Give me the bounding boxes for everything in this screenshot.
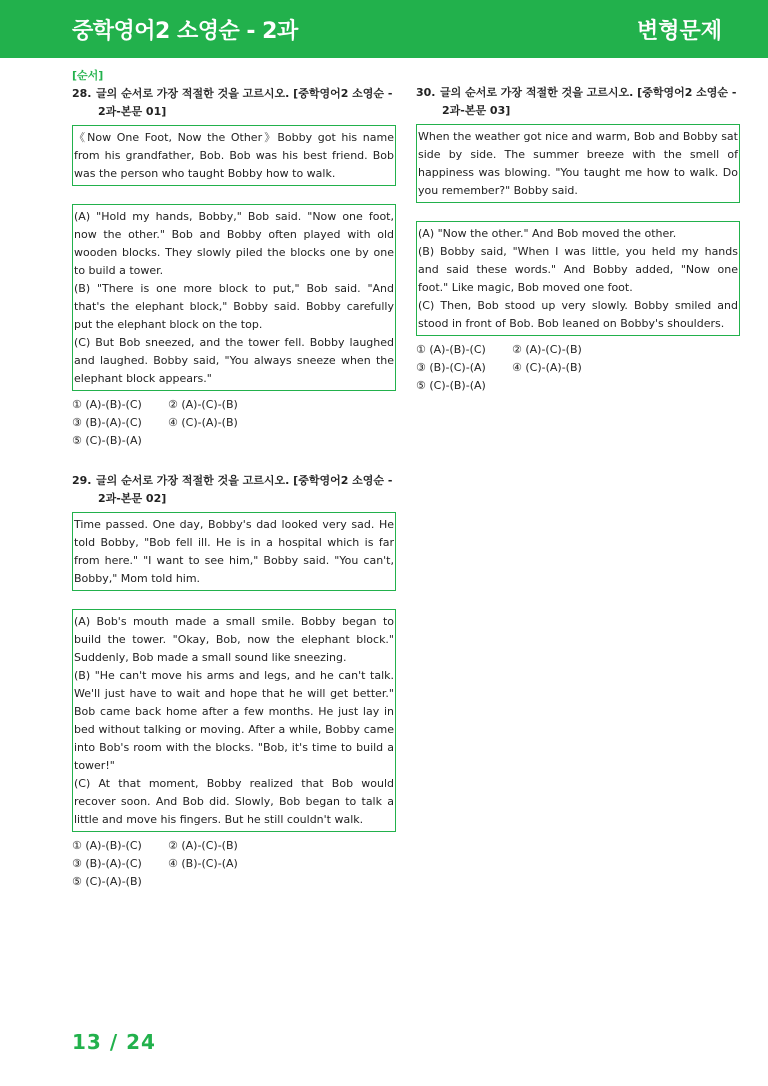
choice-1[interactable]: ① (A)-(B)-(C) — [72, 839, 142, 852]
question-number: 29. — [72, 474, 92, 487]
question-28-choices — [72, 396, 396, 450]
question-29-intro-box — [72, 512, 396, 591]
question-30-prompt — [416, 84, 740, 120]
option-b: (B) Bobby said, "When I was little, you held my hands and said these words." And Bobby added, "Now one foot." Like magic, Bob moved one foot. — [418, 245, 738, 294]
page-separator: / — [109, 1030, 119, 1054]
option-b: (B) "There is one more block to put," Bob said. "And that's the elephant block," Bobby said. Bobby carefully put the elephant block on the top. — [74, 282, 394, 331]
choice-1[interactable]: ① (A)-(B)-(C) — [416, 343, 486, 356]
section-label: [순서] — [72, 69, 104, 82]
question-29-choices — [72, 837, 396, 891]
header-title: 중학영어2 소영순 - 2과 — [72, 19, 298, 44]
choice-2[interactable]: ② (A)-(C)-(B) — [512, 343, 582, 356]
left-column — [72, 64, 396, 913]
option-a: (A) Bob's mouth made a small smile. Bobby began to build the tower. "Okay, Bob, now the elephant block." Suddenly, Bob made a small sound like sneezing. — [74, 615, 394, 664]
choice-4[interactable]: ④ (C)-(A)-(B) — [512, 361, 582, 374]
question-number: 28. — [72, 87, 92, 100]
total-pages: 24 — [126, 1030, 156, 1054]
question-prompt-cont: 2과-본문 02] — [98, 492, 167, 505]
option-c: (C) But Bob sneezed, and the tower fell. Bobby laughed and laughed. Bobby said, "You always sneeze when the elephant block appears." — [74, 336, 394, 385]
choice-4[interactable]: ④ (B)-(C)-(A) — [168, 857, 238, 870]
question-29-prompt — [72, 472, 396, 508]
option-c: (C) At that moment, Bobby realized that Bob would recover soon. And Bob did. Slowly, Bob began to talk a little and move his fingers. But he still couldn't walk. — [74, 777, 394, 826]
choice-3[interactable]: ③ (B)-(A)-(C) — [72, 857, 142, 870]
choice-2[interactable]: ② (A)-(C)-(B) — [168, 398, 238, 411]
page-number — [72, 1030, 156, 1054]
page-header — [0, 0, 768, 58]
question-prompt-cont: 2과-본문 03] — [442, 104, 511, 117]
choice-3[interactable]: ③ (B)-(C)-(A) — [416, 361, 486, 374]
intro-text: Time passed. One day, Bobby's dad looked very sad. He told Bobby, "Bob fell ill. He is in a hospital which is far from here." "I want to see him," Bobby said. "You can't, Bobby," Mom told him. — [74, 518, 394, 585]
option-c: (C) Then, Bob stood up very slowly. Bobby smiled and stood in front of Bob. Bob leaned on Bobby's shoulders. — [418, 299, 738, 330]
choice-5[interactable]: ⑤ (C)-(B)-(A) — [72, 434, 142, 447]
question-prompt-cont: 2과-본문 01] — [98, 105, 167, 118]
intro-text: When the weather got nice and warm, Bob and Bobby sat side by side. The summer breeze with the smell of happiness was blowing. "You taught me how to walk. Do you remember?" Bobby said. — [418, 130, 738, 197]
intro-text: 《Now One Foot, Now the Other》Bobby got his name from his grandfather, Bob. Bob was his best friend. Bob was the person who taught Bobby how to walk. — [74, 131, 394, 180]
option-b: (B) "He can't move his arms and legs, and he can't talk. We'll just have to wait and hope that he will get better." Bob came back home after a few months. He just lay in bed without talking or moving. After a while, Bobby came into Bob's room with the blocks. "Bob, it's time to build a tower!" — [74, 669, 394, 772]
header-category: 변형문제 — [636, 19, 722, 44]
choice-2[interactable]: ② (A)-(C)-(B) — [168, 839, 238, 852]
question-30-choices — [416, 341, 740, 395]
question-28-prompt — [72, 85, 396, 121]
question-prompt: 글의 순서로 가장 적절한 것을 고르시오. [중학영어2 소영순 - — [440, 86, 737, 99]
choice-5[interactable]: ⑤ (C)-(B)-(A) — [416, 379, 486, 392]
question-number: 30. — [416, 86, 436, 99]
question-28-intro-box — [72, 125, 396, 186]
question-prompt: 글의 순서로 가장 적절한 것을 고르시오. [중학영어2 소영순 - — [96, 474, 393, 487]
question-29-options-box — [72, 609, 396, 832]
question-30-intro-box — [416, 124, 740, 203]
option-a: (A) "Now the other." And Bob moved the other. — [418, 227, 677, 240]
choice-5[interactable]: ⑤ (C)-(A)-(B) — [72, 875, 142, 888]
current-page: 13 — [72, 1030, 102, 1054]
question-30-options-box — [416, 221, 740, 336]
choice-1[interactable]: ① (A)-(B)-(C) — [72, 398, 142, 411]
question-28-options-box — [72, 204, 396, 391]
question-prompt: 글의 순서로 가장 적절한 것을 고르시오. [중학영어2 소영순 - — [96, 87, 393, 100]
right-column — [416, 84, 740, 417]
choice-3[interactable]: ③ (B)-(A)-(C) — [72, 416, 142, 429]
option-a: (A) "Hold my hands, Bobby," Bob said. "Now one foot, now the other." Bob and Bobby often played with old wooden blocks. They slowly piled the blocks one by one to build a tower. — [74, 210, 394, 277]
choice-4[interactable]: ④ (C)-(A)-(B) — [168, 416, 238, 429]
